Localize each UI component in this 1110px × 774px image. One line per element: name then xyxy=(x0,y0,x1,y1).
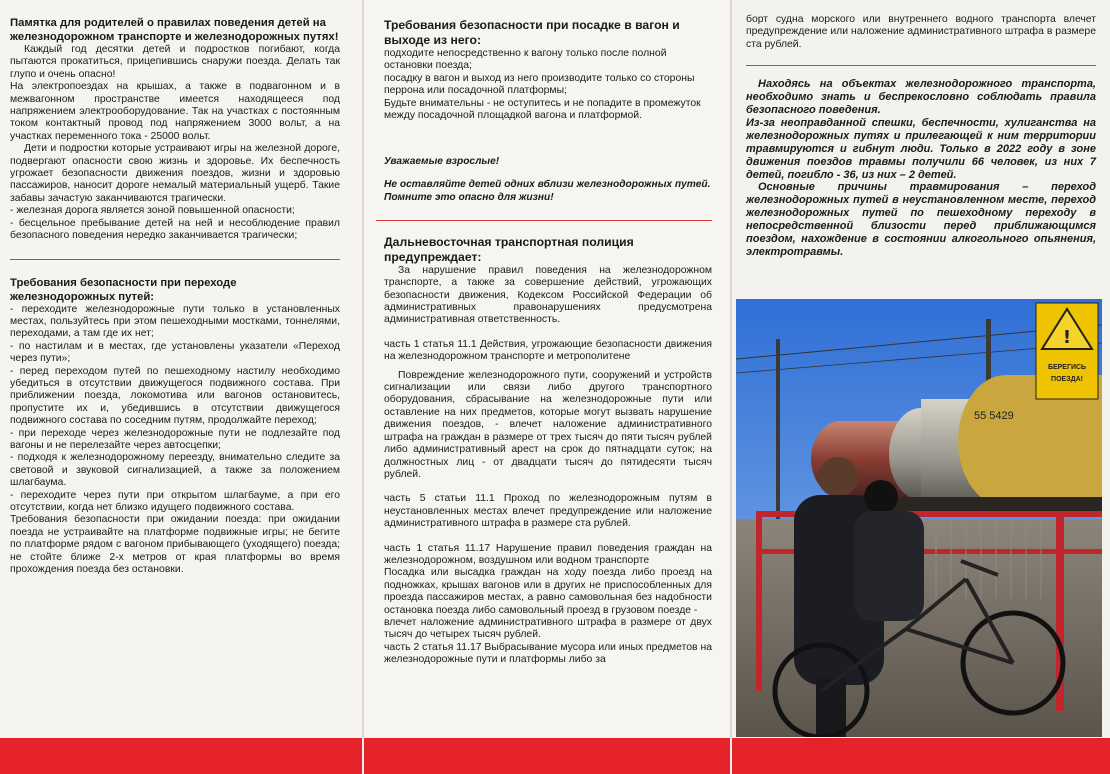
parents-memo-title: Памятка для родителей о правилах поведения детей на железнодорожном транспорте и железнодорожных путях! xyxy=(10,17,339,43)
paragraph: Будьте внимательны - не оступитесь и не попадите в промежуток между посадочной площадкой вагона и платформой. xyxy=(384,97,701,122)
rule-item: - перед переходом путей по пешеходному настилу необходимо убедиться в отсутствии движущегося подвижного состава. При приближении поезда, локомотива или вагонов остановитесь, пропустите их и, убедившись в отсутствии движущегося подвижного состава по соседним путям, продолжайте переход; xyxy=(10,365,340,427)
section-divider xyxy=(746,65,1096,66)
paragraph: посадку в вагон и выход из него производите только со стороны перрона или посадочной платформы; xyxy=(384,72,695,97)
law-article: часть 1 статья 11.17 Нарушение правил поведения граждан на железнодорожном, воздушном или водном транспорте xyxy=(384,542,712,566)
adults-warning-heading: Уважаемые взрослые! xyxy=(384,155,500,167)
safety-stats: Из-за неоправданной спешки, беспечности, хулиганства на железнодорожных путях и прилегающей к ним территории травмируются и гибнут люди. Только в 2022 году в зоне движения поездов травмы получили 66 человек, из них 7 детей, погибло - 36, из них – 2 детей. xyxy=(746,116,1096,181)
paragraph: Дети и подростки которые устраивают игры на железной дороге, подвергают опасности свою жизнь и здоровье. Их беспечность угрожает безопасности движения поездов, жизни и здоровью пассажиров, наносит дороге немалый материальный ущерб. Такие забавы зачастую заканчиваются трагически. xyxy=(10,143,340,204)
paragraph: Каждый год десятки детей и подростков погибают, когда пытаются прокатиться, прицепившись снаружи поезда. Делать так глупо и очень опасно! xyxy=(10,44,340,80)
paragraph: подходите непосредственно к вагону только после полной остановки поезда; xyxy=(384,48,667,72)
column-middle xyxy=(364,0,730,738)
fold-gap xyxy=(362,738,364,774)
fold-line xyxy=(730,0,732,774)
sign-text-line2: ПОЕЗДА! xyxy=(1051,376,1083,383)
red-footer-band xyxy=(0,738,1110,774)
safety-note: Находясь на объектах железнодорожного транспорта, необходимо знать и беспрекословно соблюдать правила безопасного поведения. xyxy=(746,78,1096,117)
crossing-rules-title: Требования безопасности при переходе железнодорожных путей: xyxy=(10,276,237,303)
svg-text:!: ! xyxy=(1062,327,1072,348)
paragraph: На электропоездах на крышах, а также в подвагонном и в межвагонном пространстве имеется находящееся под напряжением электрооборудование. Так на участках с постоянным током контактный провод под напряжением 3000 вольт, а на участках переменного тока - 25000 вольт. xyxy=(10,81,340,142)
rule-item: - переходите через пути при открытом шлагбауме, а при его отсутствии, когда нет близко идущего подвижного состава. xyxy=(10,489,340,513)
railway-photo-illustration xyxy=(736,299,1102,737)
fold-gap xyxy=(730,738,732,774)
law-article: часть 2 статья 11.17 Выбрасывание мусора или иных предметов на железнодорожные пути и платформы либо за xyxy=(384,641,712,666)
adults-warning-text: Не оставляйте детей одних вблизи железнодорожных путей. Помните это опасно для жизни! xyxy=(384,178,711,203)
paragraph: - железная дорога является зоной повышенной опасности; xyxy=(10,205,295,217)
injury-causes: Основные причины травмирования – переход железнодорожных путей в неустановленном месте, переход железнодорожных путей по пешеходному переходу в непосредственной близости перед приближающимся поездом, нахождение в состоянии алкогольного опьянения, электротравмы. xyxy=(746,181,1096,258)
police-warning-title: Дальневосточная транспортная полиция предупреждает: xyxy=(384,234,634,264)
column-left xyxy=(0,0,362,738)
tank-number: 55 5429 xyxy=(974,410,1014,422)
rule-item: Требования безопасности при ожидании поезда: при ожидании поезда не устраивайте на платформе подвижные игры; не бегите по платформе рядом с вагоном прибывающего (уходящего) поезда; не стойте ближе 2-х метров от края платформы во время прохождения поезда без остановки. xyxy=(10,514,340,576)
rule-item: - переходите железнодорожные пути только в установленных местах, пользуйтесь при этом пешеходными мостками, тоннелями, переходами, а там где их нет; xyxy=(10,303,340,340)
law-article: часть 1 статья 11.1 Действия, угрожающие безопасности движения на железнодорожном транспорте и метрополитене xyxy=(384,338,712,363)
paragraph: За нарушение правил поведения на железнодорожном транспорте, а также за совершение действий, угрожающих безопасности движения, Кодексом Российской Федерации об административных правонарушениях предусмотрена административная ответственность. xyxy=(384,264,712,326)
photo-children-near-railway xyxy=(736,299,1102,737)
sign-text-line1: БЕРЕГИСЬ xyxy=(1047,364,1087,371)
section-divider xyxy=(376,220,712,221)
law-article: часть 5 статьи 11.1 Проход по железнодорожным путям в неустановленных местах влечет предупреждение или наложение административного штрафа в размере ста рублей. xyxy=(384,493,712,530)
paragraph: Повреждение железнодорожного пути, сооружений и устройств сигнализации или связи либо другого транспортного оборудования, сбрасывание на железнодорожные пути или оставление на них предметов, которые могут вызвать нарушение движения поездов, - влечет наложение административного штрафа на граждан в размере от трех тысяч до пяти тысяч рублей либо административный арест на срок до пятнадцати суток; на должностных лиц - от двадцати тысяч до пятидесяти тысяч рублей. xyxy=(384,369,712,480)
paragraph: Посадка или высадка граждан на ходу поезда либо проезд на подножках, крышах вагонов или в других не приспособленных для проезда пассажиров местах, а равно самовольная без надобности остановка поезда либо самовольный проезд в грузовом поезде - xyxy=(384,567,712,616)
paragraph: влечет наложение административного штрафа в размере от двух тысяч до четырех тысяч рублей. xyxy=(384,616,712,641)
section-divider xyxy=(10,259,340,260)
boarding-rules-title: Требования безопасности при посадке в вагон и выходе из него: xyxy=(384,18,680,47)
rule-item: - по настилам и в местах, где установлены указатели «Переход через пути»; xyxy=(10,340,340,365)
rule-item: - подходя к железнодорожному переезду, внимательно следите за световой и звуковой сигнализацией, а также за положением шлагбаума. xyxy=(10,452,340,489)
fold-line xyxy=(362,0,364,774)
paragraph: - бесцельное пребывание детей на ней и несоблюдение правил безопасного поведения нередко заканчивается трагически; xyxy=(10,217,340,242)
paragraph: борт судна морского или внутреннего водного транспорта влечет предупреждение или наложение административного штрафа в размере ста рублей. xyxy=(746,14,1096,50)
rule-item: - при переходе через железнодорожные пути не подлезайте под вагоны и не перелезайте через автосцепки; xyxy=(10,427,340,451)
